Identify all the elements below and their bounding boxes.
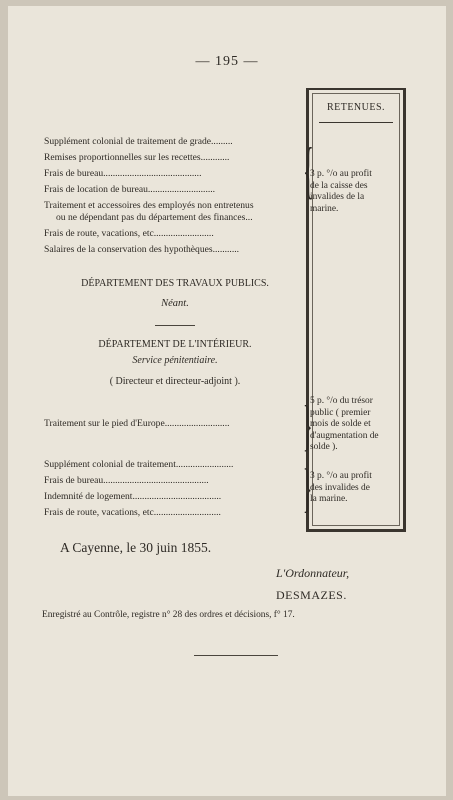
section1-line-4: Frais de location de bureau............................: [44, 184, 216, 195]
document-page: [8, 6, 446, 796]
interieur-brace: }: [303, 458, 313, 518]
interieur-retenue-2: 3 p. °/o au profit des invalides de la marine.: [310, 471, 372, 505]
end-rule: [194, 655, 278, 656]
retenues-header: RETENUES.: [326, 102, 386, 113]
section1-retenue: 3 p. °/o au profit de la caisse des invalides de la marine.: [310, 169, 372, 214]
travaux-title: DÉPARTEMENT DES TRAVAUX PUBLICS.: [81, 278, 269, 289]
interieur-line-2: Frais de bureau............................................: [44, 475, 209, 486]
interieur-line-1: Supplément colonial de traitement........................: [44, 459, 234, 470]
travaux-subtitle: Néant.: [161, 298, 189, 309]
retenues-header-rule: [319, 122, 393, 123]
interieur-line-3: Indemnité de logement.....................................: [44, 491, 222, 502]
page-number: — 195 —: [195, 54, 259, 69]
interieur-line-4: Frais de route, vacations, etc............................: [44, 507, 221, 518]
retenues-column: [306, 88, 406, 532]
section1-line-6: ou ne dépendant pas du département des finances...: [56, 212, 253, 223]
section1-line-7: Frais de route, vacations, etc.........................: [44, 228, 214, 239]
section1-line-2: Remises proportionnelles sur les recettes............: [44, 152, 230, 163]
retenues-inner-border: [312, 93, 400, 526]
signatory-name: DESMAZES.: [276, 588, 347, 602]
section1-line-1: Supplément colonial de traitement de grade.........: [44, 136, 233, 147]
section1-line-5: Traitement et accessoires des employés non entretenus: [44, 200, 254, 211]
registration-note: Enregistré au Contrôle, registre n° 28 des ordres et décisions, f° 17.: [42, 610, 295, 620]
section1-brace: {: [303, 134, 314, 205]
closing-date: A Cayenne, le 30 juin 1855.: [60, 540, 212, 555]
interieur-note: ( Directeur et directeur-adjoint ).: [109, 376, 241, 387]
signatory-role: L'Ordonnateur,: [276, 566, 350, 580]
section1-line-8: Salaires de la conservation des hypothèques...........: [44, 244, 240, 255]
interieur-line-europe: Traitement sur le pied d'Europe...........................: [44, 418, 230, 429]
travaux-rule: [155, 325, 195, 326]
europe-brace: }: [303, 395, 313, 457]
interieur-title: DÉPARTEMENT DE L'INTÉRIEUR.: [98, 339, 252, 350]
interieur-subtitle: Service pénitentiaire.: [132, 355, 218, 366]
interieur-retenue-europe: 5 p. °/o du trésor public ( premier mois de solde et d'augmentation de solde ).: [310, 396, 379, 453]
section1-line-3: Frais de bureau.........................................: [44, 168, 202, 179]
